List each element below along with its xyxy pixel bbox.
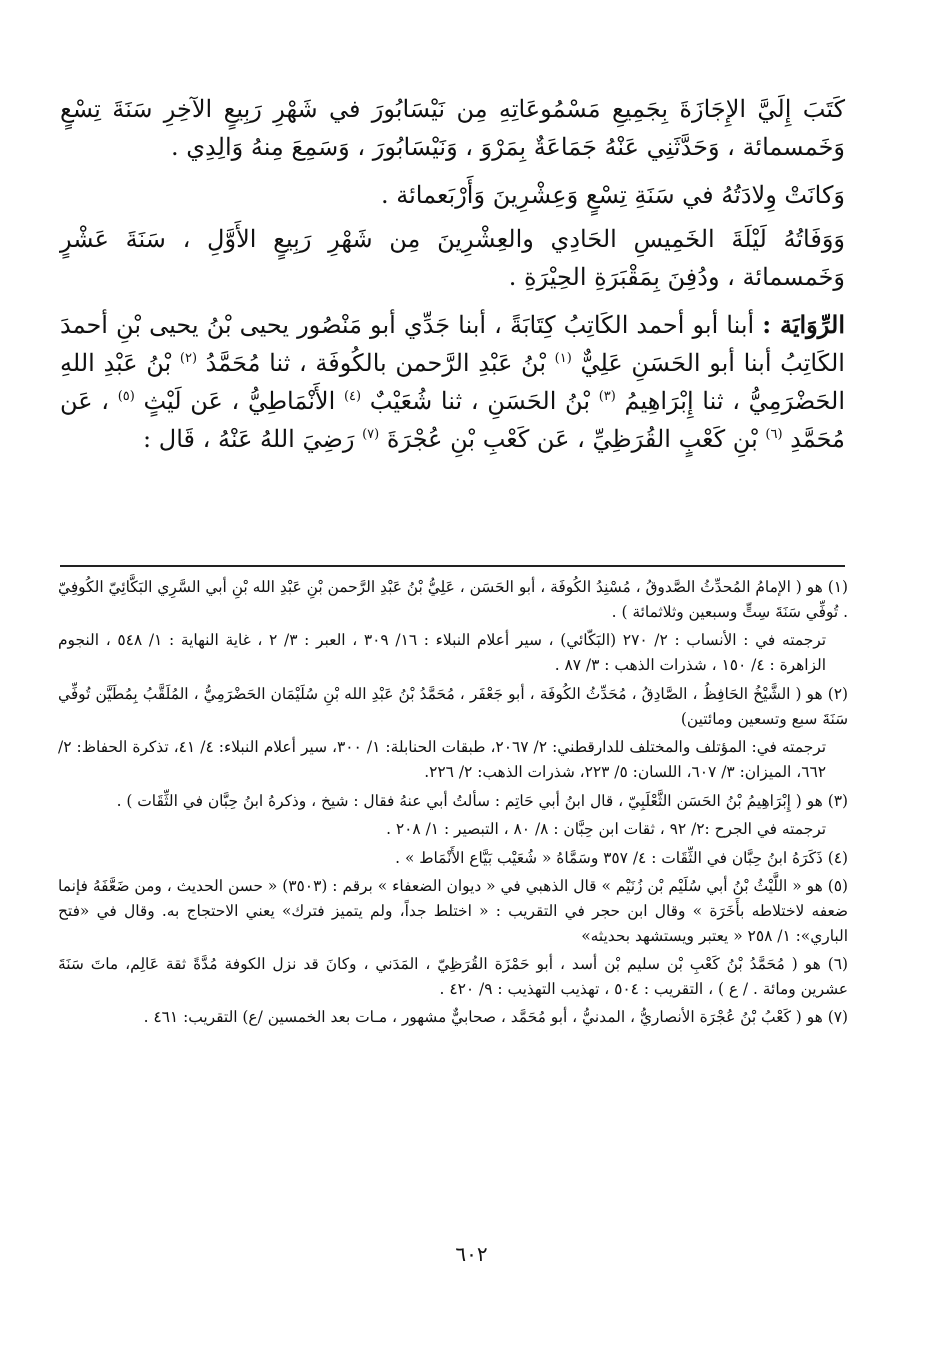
page-number: ٦٠٢ bbox=[455, 1242, 488, 1266]
footnote-text: هو ( كَعْبُ بْنُ عُجْرَة الأنصاريُّ ، المدنيُّ ، أبو مُحَمَّد ، صحابيٌّ مشهور ، مـات بعد الخمسين /ع) التقريب: ٤٦١ . bbox=[143, 1008, 823, 1026]
riwaya-segment-8: رَضِيَ اللهُ عَنْهُ ، قَال : bbox=[143, 425, 355, 453]
footnote-text: هو « اللَّيْثُ بْنُ أبي سُلَيْم بْن زُنَيْم » قال الذهبي في « ديوان الضعفاء » برقم : (٣٥٠٣) « حسن الحديث ، ومن ضَعَّفَهُ فإنما ضعفه لاختلاطه بأَخَرَة » وقال ابن حجر في التقريب : « اختلط جداً، ولم يتميز فترك» يعني الاحتجاج به. وقال في «فتح الباري»: ١/ ٢٥٨ « يعتبر ويستشهد بحديثه» bbox=[58, 877, 848, 945]
paragraph-birth: وَكانَتْ وِلادَتُهُ في سَنَةِ تِسْعٍ وَعِشْرِينَ وَأَرْبَعمائة . bbox=[380, 181, 845, 209]
footnote-separator bbox=[60, 565, 845, 567]
paragraph-riwaya bbox=[60, 306, 845, 458]
footnote-text: هو ( إِبْرَاهِيمُ بْنُ الحَسَن الثَّعْلَبِيّ ، قال ابنُ أبي حَاتِم : سألتُ أبي عنهُ فقال : شيخ ، وذكرهُ ابنُ حِبَّان في الثِّقَات ) . bbox=[116, 792, 823, 810]
paragraph-death: وَوَفَاتُهُ لَيْلَةَ الخَمِيسِ الحَادِي والعِشْرِينَ مِن شَهْرِ رَبِيعٍ الأَوَّلِ ، سَنَةَ عَشْرٍ وَخَمسمائة ، ودُفِنَ بِمَقْبَرَةِ الحِيْرَةِ . bbox=[60, 225, 845, 291]
footnote-mark-3[interactable]: (٣) bbox=[598, 389, 616, 404]
footnote-7 bbox=[58, 1005, 848, 1030]
riwaya-segment-1: أبنا أبو أحمد الكَاتِبُ كِتَابَةً ، أبنا جَدِّي أبو مَنْصُور يحيى بْنُ يحيى بْنِ أحمدَ الكَاتِبُ أبنا أبو الحَسَنِ عَلِيٌّ bbox=[60, 311, 845, 377]
riwaya-segment-2: بْنُ عَبْدِ الرَّحمن بالكُوفَة ، ثنا مُحَمَّدُ bbox=[205, 349, 547, 377]
footnote-text: هو ( الشَّيْخُ الحَافِظُ ، الصَّادِقُ ، مُحَدِّثُ الكُوفَة ، أبو جَعْفَر ، مُحَمَّدُ بْنُ عَبْدِ الله بْنِ سُلَيْمَان الحَضْرَمِيُّ ، المُلَقَّبُ بِمُطَيَّن تُوفِّي سَنَةَ سبع وتسعين ومائتين) bbox=[58, 685, 848, 728]
footnote-mark-6[interactable]: (٦) bbox=[765, 427, 783, 442]
riwaya-label: الرِّوَايَة : bbox=[762, 310, 845, 339]
footnote-text: ذَكَرَهُ ابنُ حِبَّان في الثِّقَات : ٤/ ٣٥٧ وسَمَّاهُ « شُعَيْب بَيَّاع الأَنْمَاط » . bbox=[395, 849, 823, 867]
footnote-number: (٦) bbox=[827, 955, 848, 973]
footnotes bbox=[58, 575, 848, 1033]
footnote-number: (١) bbox=[827, 578, 848, 596]
riwaya-segment-4: بْنُ الحَسَنِ ، ثنا شُعَيْبٌ bbox=[369, 387, 591, 415]
footnote-mark-4[interactable]: (٤) bbox=[343, 389, 362, 404]
footnote-number: (٤) bbox=[827, 849, 848, 867]
footnote-number: (٥) bbox=[827, 877, 848, 895]
footnote-2 bbox=[58, 682, 848, 732]
footnote-1-reference: ترجمته في : الأنساب : ٢/ ٢٧٠ (البَكّائي) ، سير أعلام النبلاء : ١٦/ ٣٠٩ ، العبر : ٣/ ٢ ، غاية النهاية : ١/ ٥٤٨ ، النجوم الزاهرة : ٤/ ١٥٠ ، شذرات الذهب : ٣/ ٨٧ . bbox=[58, 631, 827, 674]
footnote-3 bbox=[58, 789, 848, 814]
footnote-1 bbox=[58, 575, 848, 625]
footnote-5 bbox=[58, 874, 848, 949]
footnote-mark-7[interactable]: (٧) bbox=[362, 427, 380, 442]
footnote-number: (٧) bbox=[827, 1008, 848, 1026]
main-text bbox=[60, 90, 845, 468]
footnote-mark-1[interactable]: (١) bbox=[554, 351, 572, 366]
footnote-text: هو ( الإمامُ المُحدِّثُ الصَّدوقُ ، مُسْنِدُ الكُوفَة ، أبو الحَسَن ، عَلِيُّ بْنُ عَبْدِ الرَّحمن بْنِ عَبْدِ الله بْنِ أبي السَّرِي البَكَّائِيّ الكُوفِيّ . تُوفِّي سَنَةَ سِتٍّ وسبعين وثلاثمائة ) . bbox=[58, 578, 848, 621]
riwaya-segment-7: بْنِ كَعْبٍ القُرَظِيِّ ، عَن كَعْبِ بْنِ عُجْرَةَ bbox=[386, 425, 758, 453]
riwaya-segment-6: ، عَن مُحَمَّدِ bbox=[60, 387, 845, 453]
footnote-2-reference: ترجمته في: المؤتلف والمختلف للدارقطني: ٢/ ٢٠٦٧، طبقات الحنابلة: ١/ ٣٠٠، سير أعلام النبلاء: ٤/ ٤١، تذكرة الحفاظ: ٢/ ٦٦٢، الميزان: ٣/ ٦٠٧، اللسان: ٥/ ٢٢٣، شذرات الذهب: ٢/ ٢٢٦. bbox=[58, 738, 827, 781]
footnote-mark-5[interactable]: (٥) bbox=[117, 389, 135, 404]
footnote-number: (٣) bbox=[827, 792, 848, 810]
footnote-3-reference: ترجمته في الجرح :٢/ ٩٢ ، ثقات ابن حِبَّان : ٨/ ٨٠ ، التبصير : ١/ ٢٠٨ . bbox=[386, 820, 826, 838]
footnote-4 bbox=[58, 846, 848, 871]
riwaya-segment-5: الأَنْمَاطِيُّ ، عَن لَيْثٍ bbox=[143, 387, 336, 415]
footnote-text: هو ( مُحَمَّدُ بْنُ كَعْبِ بْن سليم بْن أسد ، أبو حَمْزَة القُرَظِيّ ، المَدَني ، وكانَ قد نزل الكوفة مُدَّةً ثقة عَالِم، ماتَ سَنَةَ عشرين ومائة . / ع ) ، التقريب : ٥٠٤ ، تهذيب التهذيب : ٩/ ٤٢٠ . bbox=[58, 955, 848, 998]
footnote-mark-2[interactable]: (٢) bbox=[179, 351, 198, 366]
paragraph-ijaza: كَتَبَ إِلَيَّ الإِجَازَةَ بِجَمِيعِ مَسْمُوعَاتِهِ مِن نَيْسَابُورَ في شَهْرِ رَبِيعٍ الآخِرِ سَنَةَ تِسْعٍ وَخَمسمائة ، وَحَدَّثَنِي عَنْهُ جَمَاعَةٌ بِمَرْوَ ، وَنَيْسَابُورَ ، وَسَمِعَ مِنهُ وَالِدِي . bbox=[60, 95, 845, 161]
footnote-6 bbox=[58, 952, 848, 1002]
riwaya-segment-3: بْنُ عَبْدِ اللهِ الحَضْرَمِيُّ ، ثنا إِبْرَاهِيمُ bbox=[60, 349, 845, 415]
footnote-number: (٢) bbox=[827, 685, 848, 703]
